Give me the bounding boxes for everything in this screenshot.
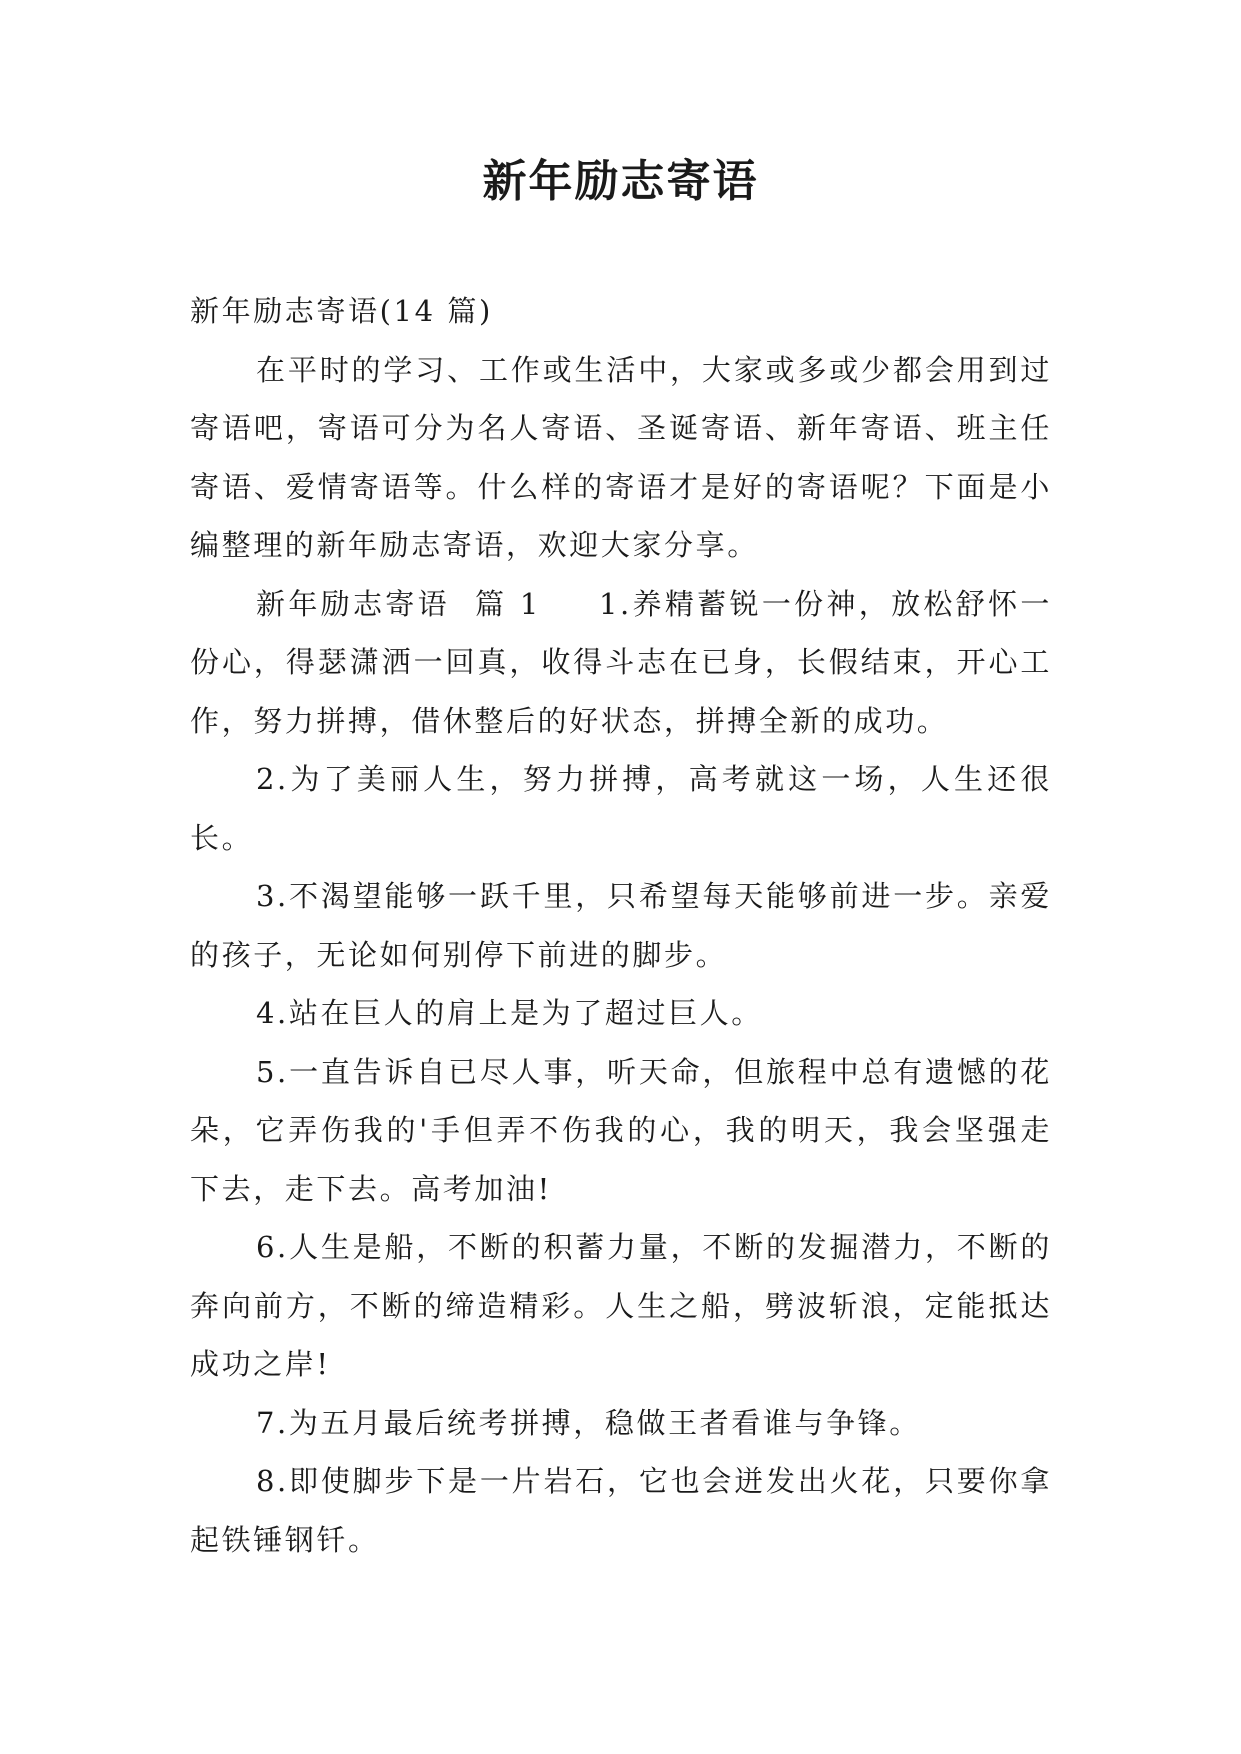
section-paragraph-1 <box>190 575 1052 751</box>
list-item-6: 6.人生是船，不断的积蓄力量，不断的发掘潜力，不断的奔向前方，不断的缔造精彩。人生之船，劈波斩浪，定能抵达成功之岸! <box>190 1230 1052 1381</box>
list-item-7: 7.为五月最后统考拼搏，稳做王者看谁与争锋。 <box>256 1405 921 1440</box>
list-item-8: 8.即使脚步下是一片岩石，它也会迸发出火花，只要你拿起铁锤钢钎。 <box>190 1464 1052 1557</box>
list-item-5: 5.一直告诉自已尽人事，听天命，但旅程中总有遗憾的花朵，它弄伤我的'手但弄不伤我的心，我的明天，我会坚强走下去，走下去。高考加油! <box>190 1054 1052 1206</box>
document-body <box>190 282 1052 1569</box>
section-heading: 新年励志寄语 篇 1 <box>256 586 541 621</box>
list-item-2: 2.为了美丽人生，努力拼搏，高考就这一场，人生还很长。 <box>190 762 1052 855</box>
document-subtitle: 新年励志寄语(14 篇) <box>190 294 493 328</box>
list-item-1: 1.养精蓄锐一份神，放松舒怀一份心，得瑟潇洒一回真，收得斗志在已身，长假结束，开心工作，努力拼搏，借休整后的好状态，拼搏全新的成功。 <box>190 586 1052 738</box>
document-title: 新年励志寄语 <box>482 156 759 207</box>
list-item-3: 3.不渴望能够一跃千里，只希望每天能够前进一步。亲爱的孩子，无论如何别停下前进的脚步。 <box>190 879 1052 972</box>
list-item-4: 4.站在巨人的肩上是为了超过巨人。 <box>256 996 763 1030</box>
intro-paragraph: 在平时的学习、工作或生活中，大家或多或少都会用到过寄语吧，寄语可分为名人寄语、圣诞寄语、新年寄语、班主任寄语、爱情寄语等。什么样的寄语才是好的寄语呢？下面是小编整理的新年励志寄语，欢迎大家分享。 <box>190 352 1052 562</box>
